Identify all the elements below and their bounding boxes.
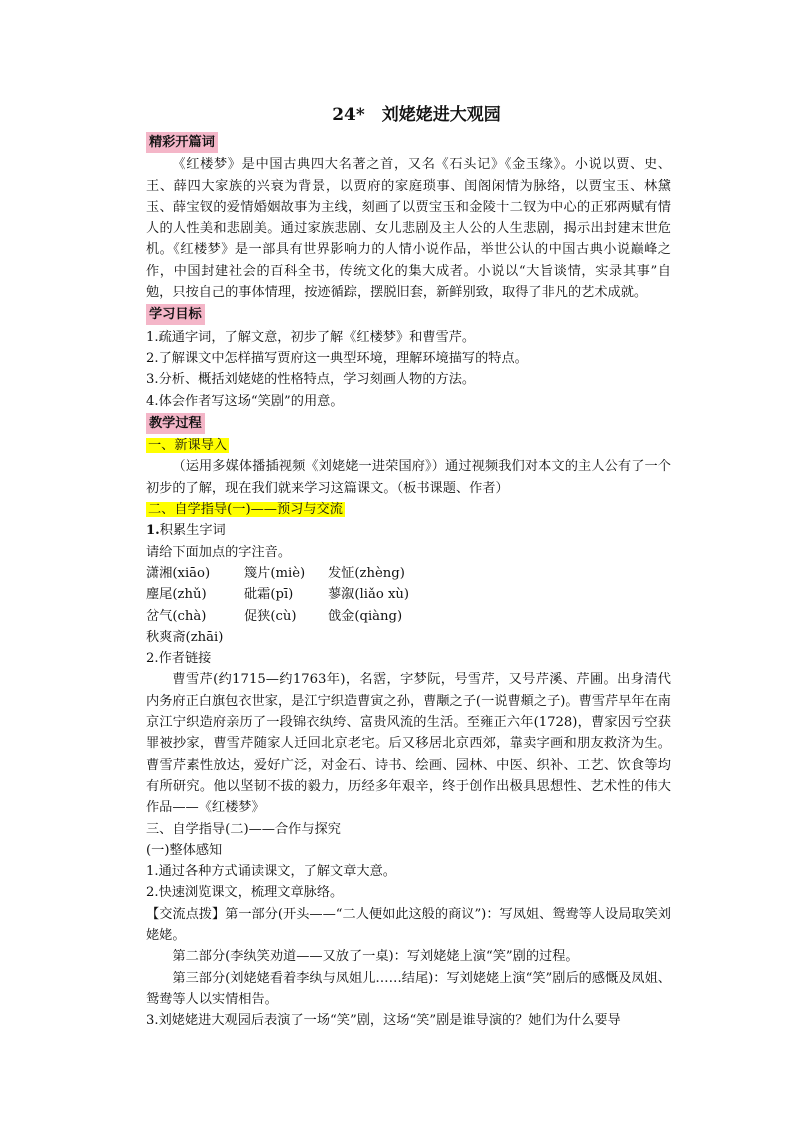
goal-item: 1.疏通字词，了解文意，初步了解《红楼梦》和曹雪芹。 xyxy=(146,329,476,345)
vocab-item: 潇湘(xiāo) xyxy=(146,565,211,581)
intro-heading: 精彩开篇词 xyxy=(146,132,218,153)
discussion-paragraph: 3.刘姥姥进大观园后表演了一场“笑”剧，这场“笑”剧是谁导演的？她们为什么要导 xyxy=(146,1013,621,1029)
vocab-instruction: 请给下面加点的字注音。 xyxy=(146,544,292,560)
step1-paragraph: （运用多媒体播插视频《刘姥姥一进荣国府》）通过视频我们对本文的主人公有了一个初步的了解，现在我们就来学习这篇课文。（板书课题、作者） xyxy=(146,459,671,496)
vocab-row xyxy=(146,627,671,648)
vocab-heading-number: 1. xyxy=(146,523,160,539)
goals-heading-row xyxy=(146,304,671,325)
intro-heading-row xyxy=(146,132,671,153)
process-heading: 教学过程 xyxy=(146,413,205,434)
goal-item: 3.分析、概括刘姥姥的性格特点，学习刻画人物的方法。 xyxy=(146,372,476,388)
vocab-heading-text: 积累生字词 xyxy=(159,523,226,539)
goal-item: 4.体会作者写这场“笑剧”的用意。 xyxy=(146,393,344,409)
vocab-item: 发怔(zhèng) xyxy=(328,565,405,581)
vocab-row xyxy=(146,563,671,584)
vocab-item: 麈尾(zhǔ) xyxy=(146,587,207,603)
page-title: 24* 刘姥姥进大观园 xyxy=(332,105,501,125)
step1-heading: 一、新课导入 xyxy=(148,438,228,454)
author-paragraph: 曹雪芹(约1715—约1763年)，名霑，字梦阮，号雪芹，又号芹溪、芹圃。出身清代内务府正白旗包衣世家，是江宁织造曹寅之孙，曹颙之子(一说曹頫之子)。曹雪芹早年在南京江宁织造府亲历了一段锦衣纨绔、富贵风流的生活。至雍正六年(1728)，曹家因亏空获罪被抄家，曹雪芹随家人迁回北京老宅。后又移居北京西郊，靠卖字画和朋友救济为生。曹雪芹素性放达，爱好广泛，对金石、诗书、绘画、园林、中医、织补、工艺、饮食等均有所研究。他以坚韧不拔的毅力，历经多年艰辛，终于创作出极具思想性、艺术性的伟大作品——《红楼梦》 xyxy=(146,672,671,816)
overall-item: 2.快速浏览课文，梳理文章脉络。 xyxy=(146,885,344,901)
vocab-item: 促狭(cù) xyxy=(244,608,297,624)
goals-heading: 学习目标 xyxy=(146,304,205,325)
document-page xyxy=(146,100,671,1031)
overall-item: 1.通过各种方式诵读课文，了解文章大意。 xyxy=(146,864,396,880)
vocab-item: 蓼溆(liǎo xù) xyxy=(328,587,410,603)
step1-heading-row xyxy=(146,435,671,456)
vocab-row xyxy=(146,606,671,627)
vocab-item: 秋爽斋(zhāi) xyxy=(146,629,224,645)
vocab-row xyxy=(146,584,671,605)
step2-heading: 二、自学指导(一)——预习与交流 xyxy=(148,502,343,518)
vocab-item: 篾片(miè) xyxy=(244,565,306,581)
intro-paragraph: 《红楼梦》是中国古典四大名著之首，又名《石头记》《金玉缘》。小说以贾、史、王、薛四大家族的兴衰为背景，以贾府的家庭琐事、闺阁闲情为脉络，以贾宝玉、林黛玉、薛宝钗的爱情婚姻故事为主线，刻画了以贾宝玉和金陵十二钗为中心的正邪两赋有情人的人性美和悲剧美。通过家族悲剧、女儿悲剧及主人公的人生悲剧，揭示出封建末世危机。《红楼梦》是一部具有世界影响力的人情小说作品，举世公认的中国古典小说巅峰之作，中国封建社会的百科全书，传统文化的集大成者。小说以“大旨谈情，实录其事”自勉，只按自己的事体情理，按迹循踪，摆脱旧套，新鲜别致，取得了非凡的艺术成就。 xyxy=(146,157,671,301)
author-heading: 2.作者链接 xyxy=(146,651,212,667)
vocab-heading xyxy=(146,520,671,541)
step3-heading: 三、自学指导(二)——合作与探究 xyxy=(146,821,341,837)
overall-heading: (一)整体感知 xyxy=(146,842,223,858)
discussion-paragraph: 第二部分(李纨笑劝道——又放了一桌)：写刘姥姥上演“笑”剧的过程。 xyxy=(172,949,579,965)
discussion-paragraph: 【交流点拨】第一部分(开头——“二人便如此这般的商议”)：写凤姐、鸳鸯等人设局取笑刘姥姥。 xyxy=(146,906,671,943)
vocab-item: 戗金(qiàng) xyxy=(328,608,403,624)
discussion-paragraph: 第三部分(刘姥姥看着李纨与凤姐儿……结尾)：写刘姥姥上演“笑”剧后的感慨及凤姐、鸳鸯等人以实情相告。 xyxy=(146,970,671,1007)
vocab-item: 岔气(chà) xyxy=(146,608,207,624)
goal-item: 2.了解课文中怎样描写贾府这一典型环境，理解环境描写的特点。 xyxy=(146,350,528,366)
process-heading-row xyxy=(146,413,671,434)
vocab-item: 砒霜(pī) xyxy=(244,587,294,603)
step2-heading-row xyxy=(146,499,671,520)
